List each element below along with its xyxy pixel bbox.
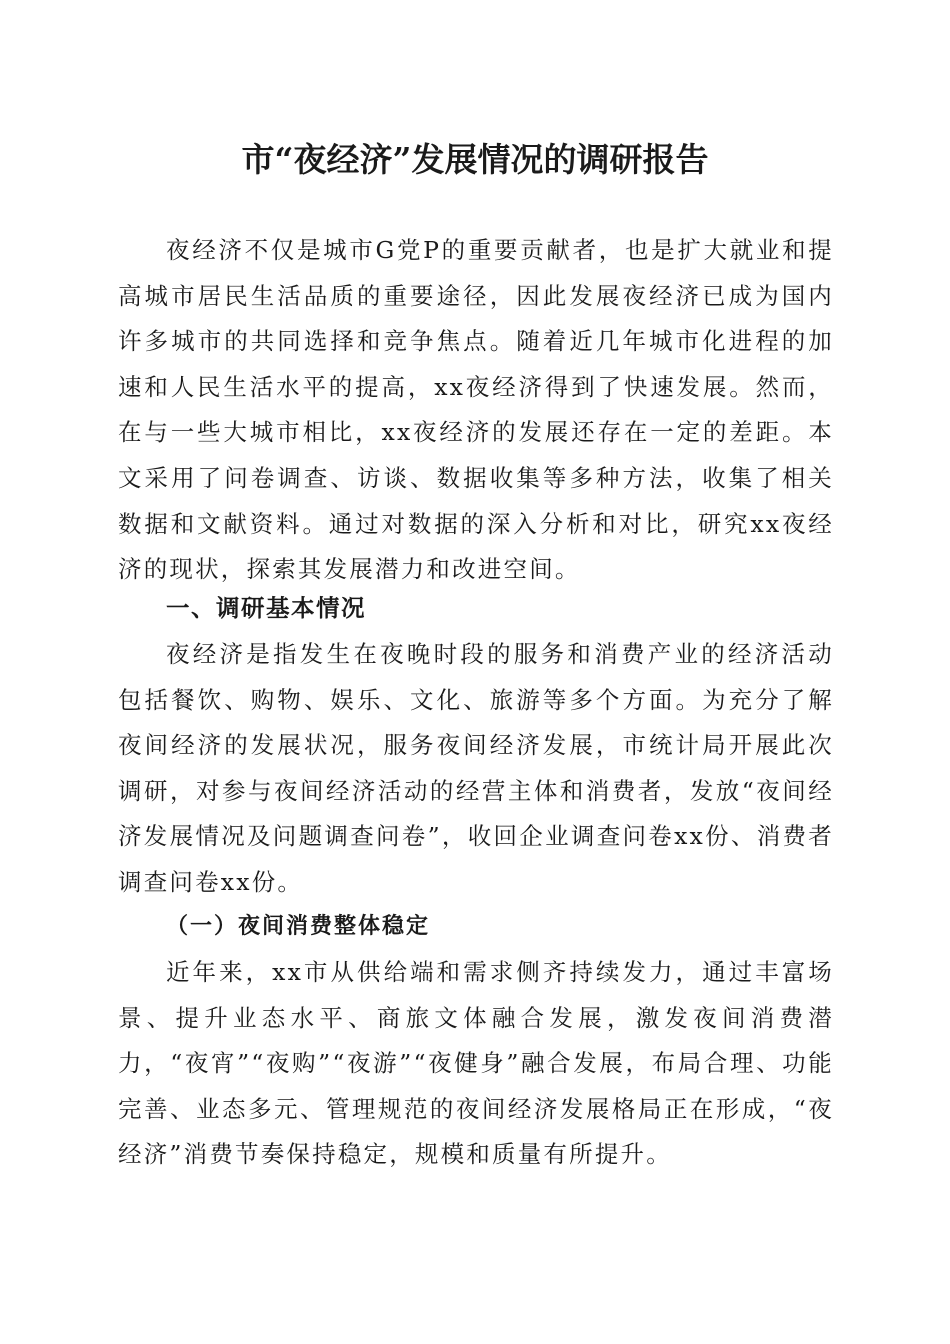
subsection-paragraph: 近年来，xx市从供给端和需求侧齐持续发力，通过丰富场景、提升业态水平、商旅文体融合发展，激发夜间消费潜力，“夜宵”“夜购”“夜游”“夜健身”融合发展，布局合理、功能完善、业态多元、管理规范的夜间经济发展格局正在形成，“夜经济”消费节奏保持稳定，规模和质量有所提升。: [118, 958, 834, 1169]
intro-paragraph: 夜经济不仅是城市G党P的重要贡献者，也是扩大就业和提高城市居民生活品质的重要途径，因此发展夜经济已成为国内许多城市的共同选择和竞争焦点。随着近几年城市化进程的加速和人民生活水平的提高，xx夜经济得到了快速发展。然而，在与一些大城市相比，xx夜经济的发展还存在一定的差距。本文采用了问卷调查、访谈、数据收集等多种方法，收集了相关数据和文献资料。通过对数据的深入分析和对比，研究xx夜经济的现状，探索其发展潜力和改进空间。: [118, 236, 834, 584]
section-heading-research-overview: 一、调研基本情况: [166, 594, 366, 622]
section-paragraph: 夜经济是指发生在夜晚时段的服务和消费产业的经济活动包括餐饮、购物、娱乐、文化、旅游等多个方面。为充分了解夜间经济的发展状况，服务夜间经济发展，市统计局开展此次调研，对参与夜间经济活动的经营主体和消费者，发放“夜间经济发展情况及问题调查问卷”，收回企业调查问卷xx份、消费者调查问卷xx份。: [118, 640, 834, 896]
subsection-heading-night-consumption: （一）夜间消费整体稳定: [166, 913, 431, 939]
document-title: 市“夜经济”发展情况的调研报告: [241, 140, 709, 179]
